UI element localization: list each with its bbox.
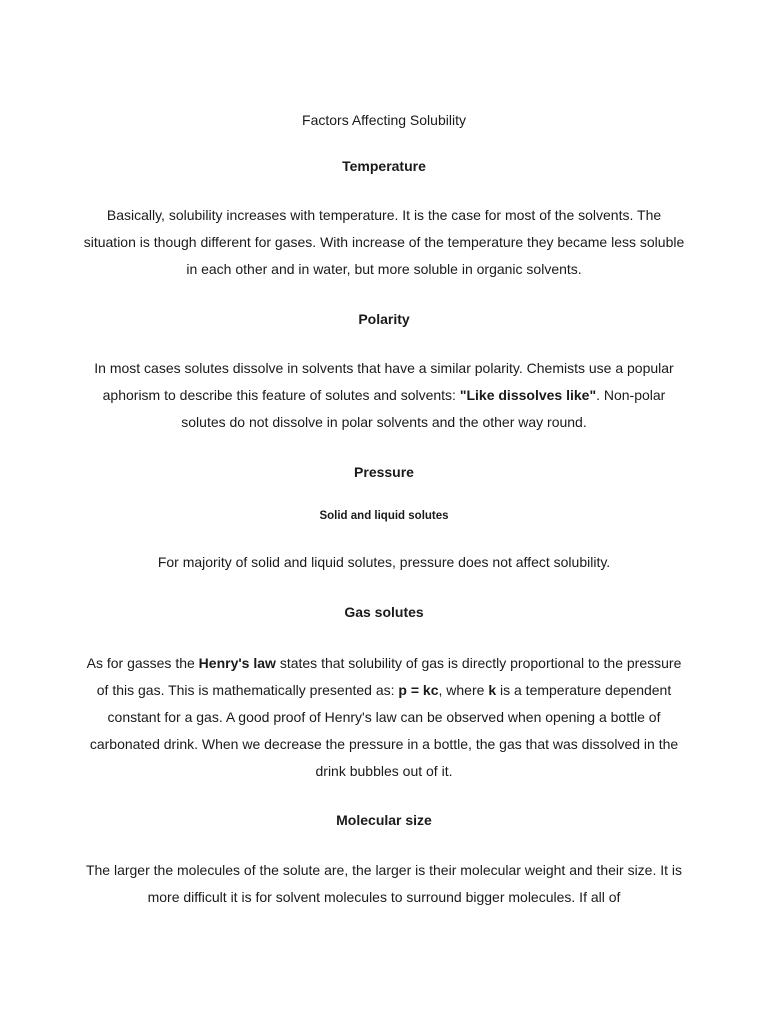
heading-temperature: Temperature bbox=[342, 158, 426, 174]
polarity-text-2: . Non-polar solutes do not dissolve in polar solvents and the other way round. bbox=[181, 387, 666, 430]
paragraph-molecular-size: The larger the molecules of the solute are, the larger is their molecular weight and their size. It is more difficult it is for solvent molecules to surround bigger molecules. If all of bbox=[85, 862, 683, 905]
paragraph-gas-solutes bbox=[80, 650, 688, 785]
polarity-text-1: In most cases solutes dissolve in solvents that have a similar polarity. Chemists use a popular aphorism to describe this feature of solutes and solvents: bbox=[94, 360, 674, 403]
like-dissolves-like-phrase: "Like dissolves like" bbox=[459, 387, 597, 403]
paragraph-pressure: For majority of solid and liquid solutes, pressure does not affect solubility. bbox=[157, 554, 611, 570]
paragraph-polarity bbox=[80, 355, 688, 436]
gas-text-3: , where bbox=[438, 682, 489, 698]
gas-text-1: As for gasses the bbox=[86, 655, 199, 671]
henrys-law-term: Henry's law bbox=[198, 655, 276, 671]
heading-polarity: Polarity bbox=[358, 311, 410, 327]
gas-text-4: is a temperature dependent constant for a gas. A good proof of Henry's law can be observed when opening a bottle of carbonated drink. When we decrease the pressure in a bottle, the gas that was dissolved in the drink bubbles out of it. bbox=[89, 682, 679, 779]
document-title: Factors Affecting Solubility bbox=[302, 112, 466, 128]
subheading-solid-liquid-solutes: Solid and liquid solutes bbox=[319, 510, 449, 522]
constant-k: k bbox=[488, 682, 497, 698]
paragraph-temperature: Basically, solubility increases with temperature. It is the case for most of the solvents. The situation is though different for gases. With increase of the temperature they became less soluble in each other and in water, but more soluble in organic solvents. bbox=[83, 207, 685, 277]
heading-molecular-size: Molecular size bbox=[336, 812, 432, 828]
heading-pressure: Pressure bbox=[354, 464, 414, 480]
gas-text-2: states that solubility of gas is directly proportional to the pressure of this gas. This is mathematically presented as: bbox=[96, 655, 682, 698]
formula-p-kc: p = kc bbox=[398, 682, 439, 698]
heading-gas-solutes: Gas solutes bbox=[344, 604, 424, 620]
